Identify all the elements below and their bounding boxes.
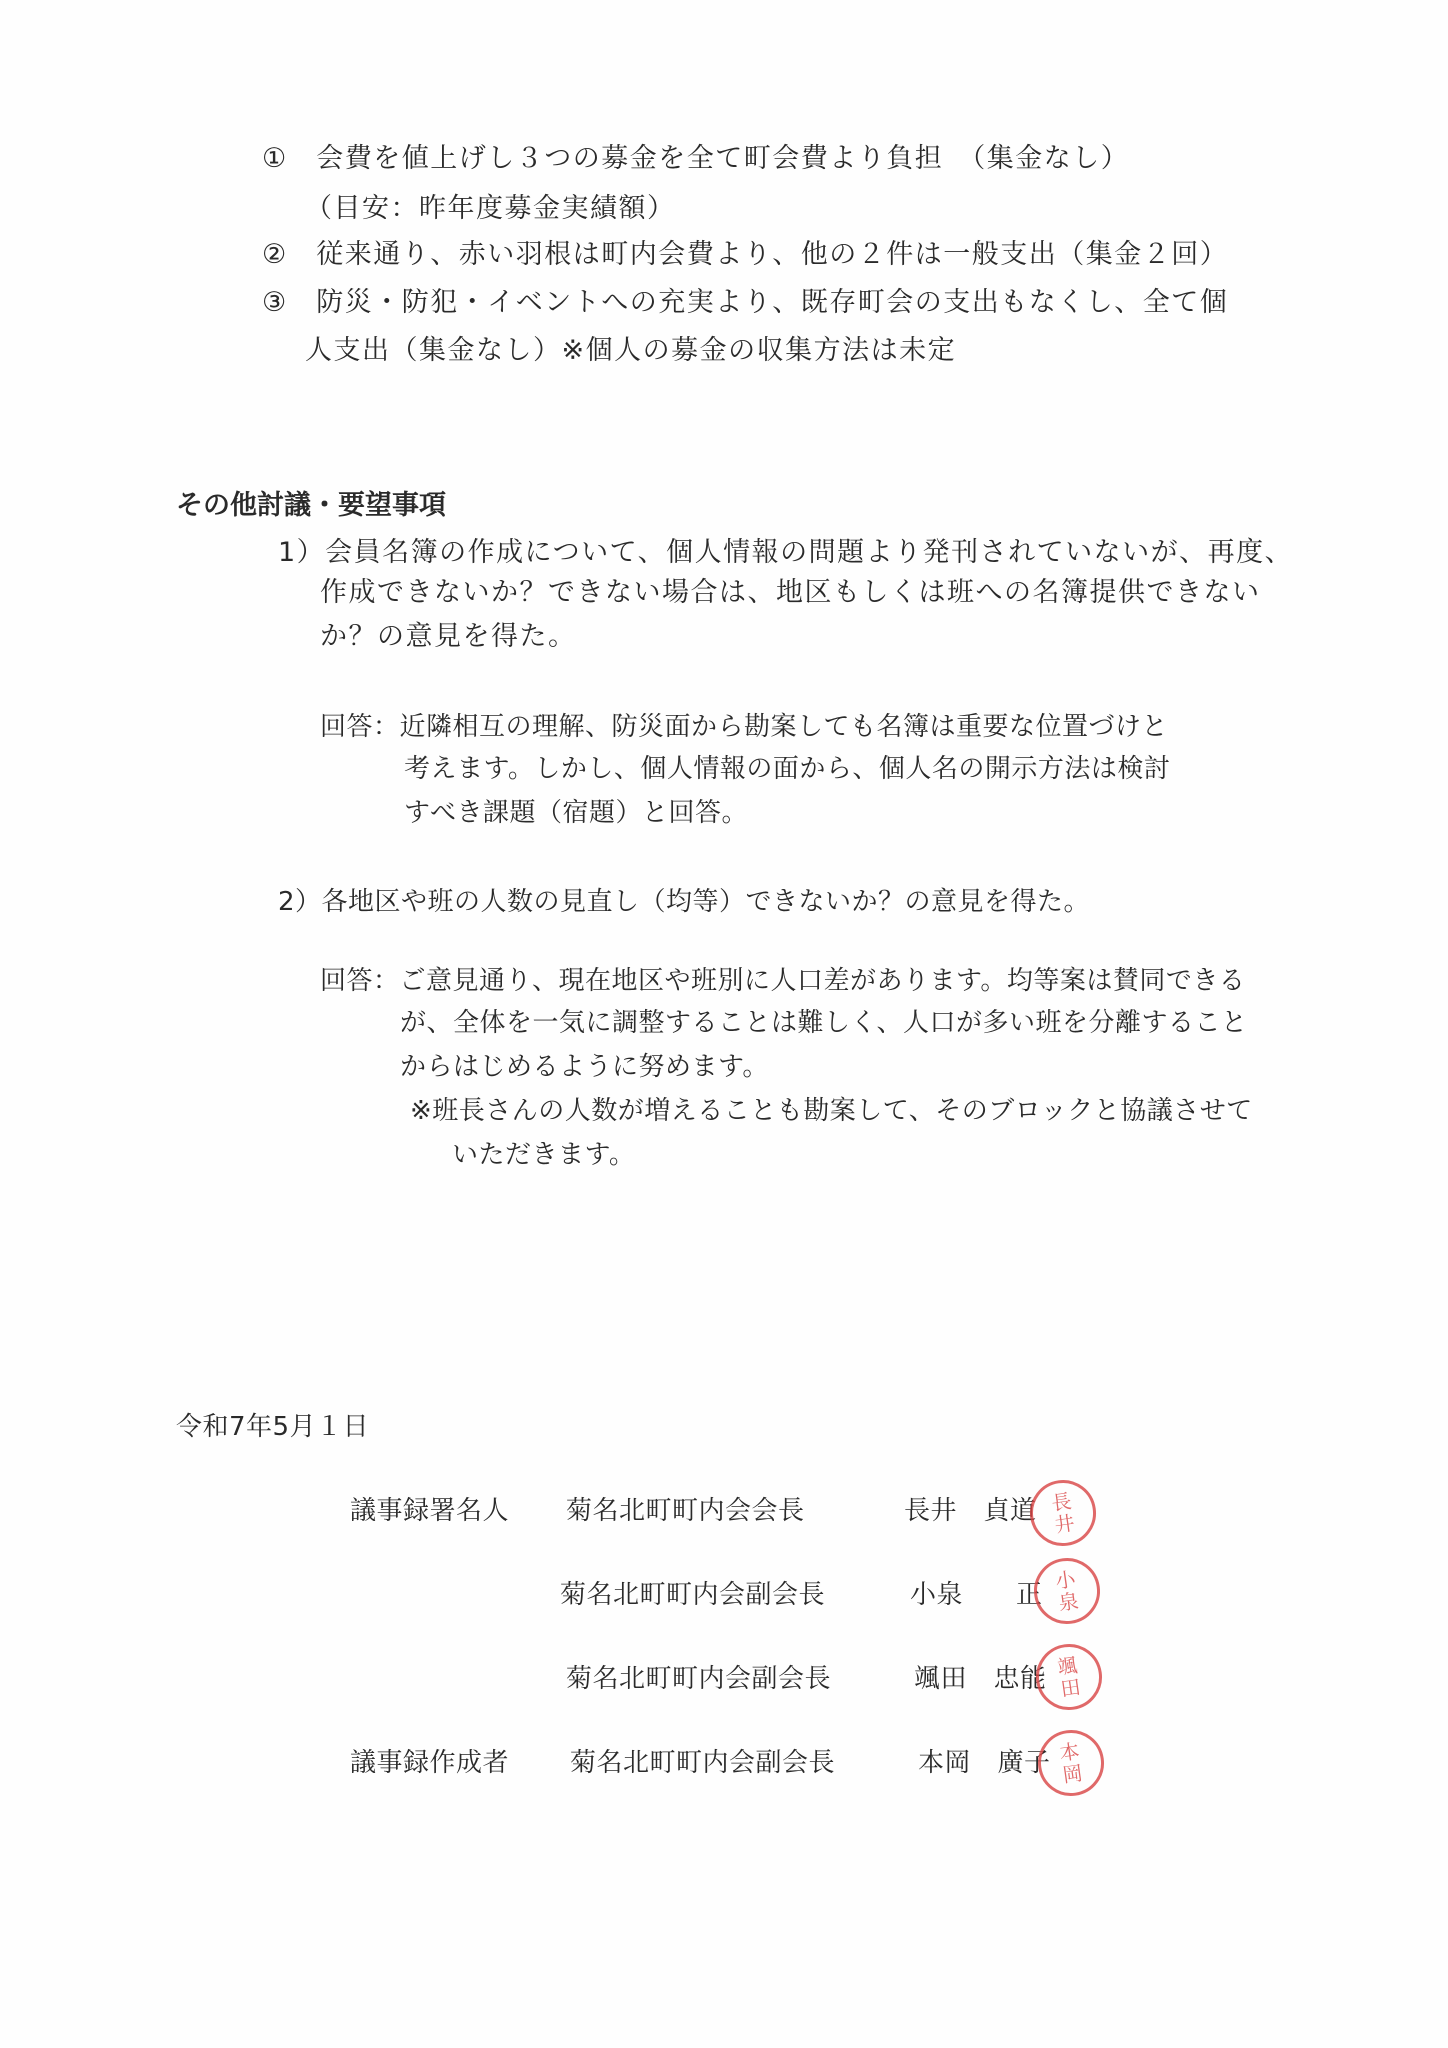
answer-2-line-4: ※班長さんの人数が増えることも勘案して、そのブロックと協議させて: [410, 1096, 1253, 1126]
option-3-cont: 人支出（集金なし）※個人の募金の収集方法は未定: [305, 335, 957, 366]
answer-2-line-3: からはじめるように努めます。: [400, 1052, 769, 1082]
signature-org-1: 菊名北町町内会会長: [566, 1496, 805, 1526]
item-1-line-2: 作成できないか？できない場合は、地区もしくは班への名簿提供できない: [320, 577, 1261, 608]
answer-2-line-1: 回答：ご意見通り、現在地区や班別に人口差があります。均等案は賛同できる: [320, 966, 1246, 996]
answer-2-line-2: が、全体を一気に調整することは難しく、人口が多い班を分離すること: [400, 1008, 1248, 1038]
section-heading: その他討議・要望事項: [176, 490, 446, 521]
document-date: 令和7年5月１日: [176, 1412, 370, 1442]
seal-stamp-3: 颯 田: [1032, 1640, 1107, 1715]
seal-stamp-2: 小 泉: [1030, 1554, 1105, 1629]
signature-org-4: 菊名北町町内会副会長: [570, 1748, 836, 1778]
signature-role-4: 議事録作成者: [350, 1748, 510, 1778]
answer-1-line-1: 回答：近隣相互の理解、防災面から勘案しても名簿は重要な位置づけと: [320, 712, 1169, 742]
answer-1-line-3: すべき課題（宿題）と回答。: [404, 798, 748, 828]
seal-stamp-4: 本 岡: [1034, 1726, 1109, 1801]
option-1: ① 会費を値上げし３つの募金を全て町会費より負担 （集金なし）: [262, 143, 1130, 174]
signature-org-2: 菊名北町町内会副会長: [560, 1580, 826, 1610]
answer-2-line-5: いただきます。: [452, 1140, 636, 1170]
signature-name-4: 本岡 廣子: [918, 1748, 1051, 1778]
option-2: ② 従来通り、赤い羽根は町内会費より、他の２件は一般支出（集金２回）: [262, 239, 1229, 270]
signature-role-1: 議事録署名人: [350, 1496, 510, 1526]
signature-name-1: 長井 貞道: [904, 1496, 1037, 1526]
answer-1-line-2: 考えます。しかし、個人情報の面から、個人名の開示方法は検討: [404, 754, 1171, 784]
option-3: ③ 防災・防犯・イベントへの充実より、既存町会の支出もなくし、全て個: [262, 287, 1229, 318]
signature-name-3: 颯田 忠能: [914, 1664, 1047, 1694]
item-1-line-3: か？の意見を得た。: [320, 621, 577, 652]
option-1-note: （目安：昨年度募金実績額）: [305, 193, 676, 224]
signature-org-3: 菊名北町町内会副会長: [566, 1664, 832, 1694]
item-1-line-1: 1）会員名簿の作成について、個人情報の問題より発刊されていないが、再度、: [278, 537, 1294, 568]
item-2-line: 2）各地区や班の人数の見直し（均等）できないか？の意見を得た。: [278, 887, 1091, 917]
signature-name-2: 小泉 正: [910, 1580, 1043, 1610]
seal-stamp-1: 長 井: [1026, 1476, 1101, 1551]
